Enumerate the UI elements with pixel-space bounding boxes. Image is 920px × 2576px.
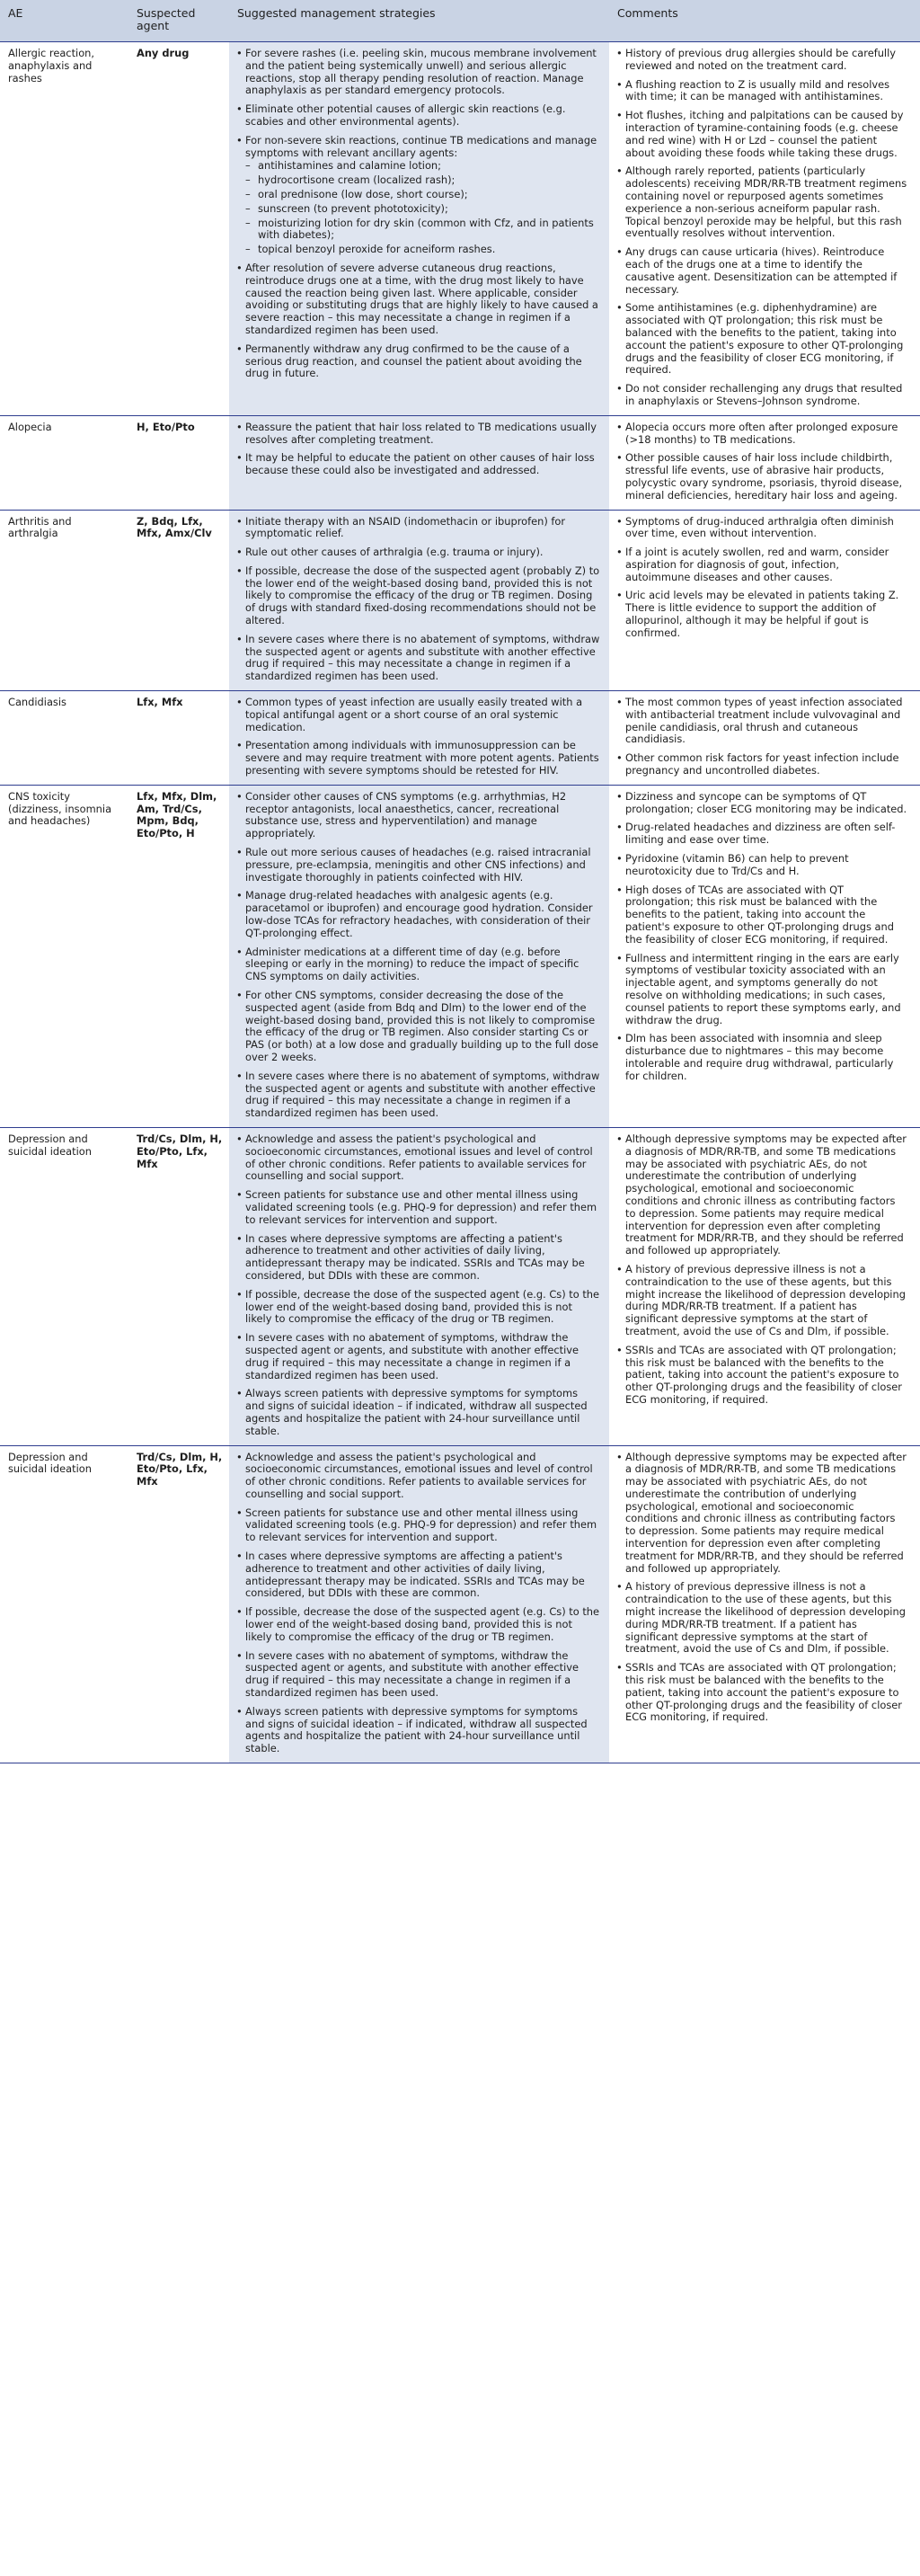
strategy-item: • Always screen patients with depressive symptoms for symptoms and signs of suicidal ideation – if indicated, withdraw all suspected agents and hospitalize the patient with 24-hour surveillance until stable. bbox=[234, 1388, 600, 1437]
comment-item: • SSRIs and TCAs are associated with QT prolongation; this risk must be balanced with the benefits to the patient, taking into account the patient's exposure to other QT-prolonging drugs and the feasibility of closer ECG monitoring, if required. bbox=[615, 1662, 907, 1724]
comment-item: • Dizziness and syncope can be symptoms of QT prolongation; closer ECG monitoring may be indicated. bbox=[615, 791, 907, 816]
strategy-item-text: For non-severe skin reactions, continue TB medications and manage symptoms with relevant ancillary agents: bbox=[245, 133, 597, 159]
strategy-item: • For other CNS symptoms, consider decreasing the dose of the suspected agent (aside from Bdq and Dlm) to the lower end of the weight-based dosing band, provided this is not likely to compromise the efficacy of the drug or TB regimen. Also consider starting Cs or PAS (or both) at a low dose and gradually building up to the full dose over 2 weeks. bbox=[234, 990, 600, 1064]
ancillary-item: – sunscreen (to prevent phototoxicity); bbox=[245, 203, 600, 216]
strategy-item: • If possible, decrease the dose of the suspected agent (e.g. Cs) to the lower end of the weight-based dosing band, provided this is not likely to compromise the efficacy of the drug or TB regimen. bbox=[234, 1606, 600, 1643]
comments-cell bbox=[609, 42, 920, 416]
comment-item: • History of previous drug allergies should be carefully reviewed and noted on the treatment card. bbox=[615, 48, 907, 73]
comments-cell bbox=[609, 510, 920, 691]
comment-item: • Drug-related headaches and dizziness are often self-limiting and ease over time. bbox=[615, 822, 907, 847]
comment-item: • Hot flushes, itching and palpitations can be caused by interaction of tyramine-containing foods (e.g. cheese and red wine) with H or Lzd – counsel the patient about avoiding these foods while taking these drugs. bbox=[615, 110, 907, 159]
ancillary-item: – oral prednisone (low dose, short course); bbox=[245, 189, 600, 201]
ancillary-agents-list bbox=[245, 160, 600, 256]
comment-item: • The most common types of yeast infection associated with antibacterial treatment include vulvovaginal and penile candidiasis, oral thrush and cutaneous candidiasis. bbox=[615, 697, 907, 746]
comment-item: • Pyridoxine (vitamin B6) can help to prevent neurotoxicity due to Trd/Cs and H. bbox=[615, 853, 907, 878]
comment-item: • Fullness and intermittent ringing in the ears are early symptoms of vestibular toxicity associated with an injectable agent, and symptoms generally do not resolve on withholding medications; in such cases, counsel patients to report these symptoms early, and withdraw the drug. bbox=[615, 953, 907, 1027]
comment-item: • Although depressive symptoms may be expected after a diagnosis of MDR/RR-TB, and some TB medications may be associated with psychiatric AEs, do not underestimate the contribution of underlying psychological, emotional and socioeconomic conditions and chronic illness as contributing factors to depression. Some patients may require medical intervention for depression even after completing treatment for MDR/RR-TB, and they should be referred and followed up appropriately. bbox=[615, 1452, 907, 1576]
agent-cell: H, Eto/Pto bbox=[137, 420, 195, 433]
comment-item: • SSRIs and TCAs are associated with QT prolongation; this risk must be balanced with the benefits to the patient, taking into account the patient's exposure to other QT-prolonging drugs and the feasibility of closer ECG monitoring, if required. bbox=[615, 1345, 907, 1407]
agent-cell: Trd/Cs, Dlm, H, Eto/Pto, Lfx, Mfx bbox=[137, 1450, 223, 1488]
comments-cell bbox=[609, 1127, 920, 1445]
comment-item: • Alopecia occurs more often after prolonged exposure (>18 months) to TB medications. bbox=[615, 422, 907, 447]
agent-cell: Lfx, Mfx bbox=[137, 696, 183, 709]
strategy-item bbox=[234, 135, 600, 256]
header-management-strategies: Suggested management strategies bbox=[229, 0, 609, 42]
table-row bbox=[0, 42, 920, 416]
strategy-item: • Eliminate other potential causes of allergic skin reactions (e.g. scabies and other environmental agents). bbox=[234, 103, 600, 129]
agent-cell: Trd/Cs, Dlm, H, Eto/Pto, Lfx, Mfx bbox=[137, 1132, 223, 1170]
strategy-item: • Reassure the patient that hair loss related to TB medications usually resolves after completing treatment. bbox=[234, 422, 600, 447]
strategy-item: • For severe rashes (i.e. peeling skin, mucous membrane involvement and the patient being systemically unwell) and serious allergic reactions, stop all therapy pending resolution of reaction. Manage anaphylaxis as per standard emergency protocols. bbox=[234, 48, 600, 97]
comment-item: • Other common risk factors for yeast infection include pregnancy and uncontrolled diabetes. bbox=[615, 752, 907, 777]
comment-item: • Although depressive symptoms may be expected after a diagnosis of MDR/RR-TB, and some TB medications may be associated with psychiatric AEs, do not underestimate the contribution of underlying psychological, emotional and socioeconomic conditions and chronic illness as contributing factors to depression. Some patients may require medical intervention for depression even after completing treatment for MDR/RR-TB, and they should be referred and followed up appropriately. bbox=[615, 1133, 907, 1257]
table-row bbox=[0, 510, 920, 691]
ancillary-item: – topical benzoyl peroxide for acneiform rashes. bbox=[245, 244, 600, 256]
table-row bbox=[0, 1127, 920, 1445]
comment-item: • Some antihistamines (e.g. diphenhydramine) are associated with QT prolongation; this risk must be balanced with the benefits to the patient, taking into account the patient's exposure to other QT-prolonging drugs and the feasibility of closer ECG monitoring, if required. bbox=[615, 302, 907, 377]
header-ae: AE bbox=[0, 0, 128, 42]
strategy-item: • Screen patients for substance use and other mental illness using validated screening tools (e.g. PHQ-9 for depression) and refer them to relevant services for intervention and support. bbox=[234, 1507, 600, 1544]
ancillary-item: – moisturizing lotion for dry skin (common with Cfz, and in patients with diabetes); bbox=[245, 218, 600, 243]
strategy-item: • In severe cases where there is no abatement of symptoms, withdraw the suspected agent or agents and substitute with another effective drug if required – this may necessitate a change in regimen if a standardized regimen has been used. bbox=[234, 634, 600, 683]
comment-item: • Uric acid levels may be elevated in patients taking Z. There is little evidence to support the addition of allopurinol, although it may be helpful if gout is confirmed. bbox=[615, 590, 907, 639]
agent-cell: Any drug bbox=[137, 47, 190, 59]
strategy-item: • Consider other causes of CNS symptoms (e.g. arrhythmias, H2 receptor antagonists, local anaesthetics, cancer, recreational substance use, stress and hyperventilation) and manage appropriately. bbox=[234, 791, 600, 840]
strategy-item: • Rule out more serious causes of headaches (e.g. raised intracranial pressure, pre-eclampsia, meningitis and other CNS infections) and investigate thoroughly in patients coinfected with HIV. bbox=[234, 847, 600, 884]
strategies-cell bbox=[229, 691, 609, 786]
table-header bbox=[0, 0, 920, 42]
strategy-item: • If possible, decrease the dose of the suspected agent (probably Z) to the lower end of the weight-based dosing band, provided this is not likely to compromise the efficacy of the drug or TB regimen. Dosing of drugs with standard fixed-dosing recommendations should not be altered. bbox=[234, 565, 600, 627]
strategy-item: • If possible, decrease the dose of the suspected agent (e.g. Cs) to the lower end of the weight-based dosing band, provided this is not likely to compromise the efficacy of the drug or TB regimen. bbox=[234, 1289, 600, 1326]
strategies-cell bbox=[229, 1127, 609, 1445]
strategies-cell bbox=[229, 785, 609, 1127]
strategy-item: • After resolution of severe adverse cutaneous drug reactions, reintroduce drugs one at a time, with the drug most likely to have caused the reaction being given last. Where applicable, consider avoiding or substituting drugs that are highly likely to have caused a severe reaction – this may necessitate a change in regimen if a standardized regimen has been used. bbox=[234, 262, 600, 337]
strategy-item: • Administer medications at a different time of day (e.g. before sleeping or early in the morning) to reduce the impact of specific CNS symptoms on daily activities. bbox=[234, 946, 600, 983]
ancillary-item: – antihistamines and calamine lotion; bbox=[245, 160, 600, 173]
comment-item: • Do not consider rechallenging any drugs that resulted in anaphylaxis or Stevens–Johnson syndrome. bbox=[615, 383, 907, 408]
strategy-item: • Presentation among individuals with immunosuppression can be severe and may require treatment with more potent agents. Patients presenting with severe symptoms should be retested for HIV. bbox=[234, 740, 600, 777]
comment-item: • Symptoms of drug-induced arthralgia often diminish over time, even without intervention. bbox=[615, 516, 907, 541]
table-row bbox=[0, 785, 920, 1127]
comment-item: • Although rarely reported, patients (particularly adolescents) receiving MDR/RR-TB treatment regimens containing novel or repurposed agents sometimes experience a non-serious acneiform papular rash. Topical benzoyl peroxide may be helpful, but this rash eventually resolves without intervention. bbox=[615, 165, 907, 240]
comments-cell bbox=[609, 415, 920, 510]
header-suspected-agent: Suspected agent bbox=[128, 0, 229, 42]
comment-item: • High doses of TCAs are associated with QT prolongation; this risk must be balanced with the benefits to the patient, taking into account the patient's exposure to other QT-prolonging drugs and the feasibility of closer ECG monitoring, if required. bbox=[615, 884, 907, 946]
comment-item: • Dlm has been associated with insomnia and sleep disturbance due to nightmares – this may become intolerable and require drug withdrawal, particularly for children. bbox=[615, 1033, 907, 1082]
table-row bbox=[0, 691, 920, 786]
table-row bbox=[0, 1445, 920, 1763]
comment-item: • A flushing reaction to Z is usually mild and resolves with time; it can be managed with antihistamines. bbox=[615, 79, 907, 104]
agent-cell: Z, Bdq, Lfx, Mfx, Amx/Clv bbox=[137, 514, 212, 540]
comments-cell bbox=[609, 785, 920, 1127]
strategy-item: • In cases where depressive symptoms are affecting a patient's adherence to treatment and other activities of daily living, antidepressant therapy may be indicated. SSRIs and TCAs may be considered, but DDIs with these are common. bbox=[234, 1233, 600, 1283]
table-body bbox=[0, 42, 920, 1763]
ae-cell: CNS toxicity (dizziness, insomnia and headaches) bbox=[8, 789, 112, 828]
comment-item: • If a joint is acutely swollen, red and warm, consider aspiration for diagnosis of gout, infection, autoimmune diseases and other causes. bbox=[615, 546, 907, 583]
ae-cell: Depression and suicidal ideation bbox=[8, 1132, 92, 1158]
strategy-item: • Acknowledge and assess the patient's psychological and socioeconomic circumstances, emotional issues and level of control of other chronic conditions. Refer patients to available services for counselling and social support. bbox=[234, 1133, 600, 1183]
comments-cell bbox=[609, 691, 920, 786]
strategies-cell bbox=[229, 1445, 609, 1763]
ae-cell: Arthritis and arthralgia bbox=[8, 514, 72, 540]
ae-cell: Allergic reaction, anaphylaxis and rashes bbox=[8, 47, 95, 84]
strategy-item: • In severe cases with no abatement of symptoms, withdraw the suspected agent or agents, and substitute with another effective drug if required – this may necessitate a change in regimen if a standardized regimen has been used. bbox=[234, 1332, 600, 1381]
ae-cell: Alopecia bbox=[8, 420, 52, 433]
table-row bbox=[0, 415, 920, 510]
ae-cell: Depression and suicidal ideation bbox=[8, 1450, 92, 1476]
strategy-item: • In cases where depressive symptoms are affecting a patient's adherence to treatment and other activities of daily living, antidepressant therapy may be indicated. SSRIs and TCAs may be considered, but DDIs with these are common. bbox=[234, 1550, 600, 1600]
ae-cell: Candidiasis bbox=[8, 696, 66, 709]
strategies-cell bbox=[229, 42, 609, 416]
strategy-item: • Screen patients for substance use and other mental illness using validated screening tools (e.g. PHQ-9 for depression) and refer them to relevant services for intervention and support. bbox=[234, 1189, 600, 1226]
strategy-item: • Acknowledge and assess the patient's psychological and socioeconomic circumstances, emotional issues and level of control of other chronic conditions. Refer patients to available services for counselling and social support. bbox=[234, 1452, 600, 1501]
agent-cell: Lfx, Mfx, Dlm, Am, Trd/Cs, Mpm, Bdq, Eto/Pto, H bbox=[137, 789, 217, 840]
strategy-item: • In severe cases with no abatement of symptoms, withdraw the suspected agent or agents, and substitute with another effective drug if required – this may necessitate a change in regimen if a standardized regimen has been used. bbox=[234, 1650, 600, 1700]
comments-cell bbox=[609, 1445, 920, 1763]
comment-item: • Other possible causes of hair loss include childbirth, stressful life events, use of abrasive hair products, polycystic ovary syndrome, psoriasis, thyroid disease, mineral deficiencies, hereditary hair loss and ageing. bbox=[615, 452, 907, 502]
header-comments: Comments bbox=[609, 0, 920, 42]
strategy-item: • It may be helpful to educate the patient on other causes of hair loss because these could also be investigated and addressed. bbox=[234, 452, 600, 477]
strategies-cell bbox=[229, 510, 609, 691]
ancillary-item: – hydrocortisone cream (localized rash); bbox=[245, 174, 600, 187]
strategy-item: • Rule out other causes of arthralgia (e.g. trauma or injury). bbox=[234, 546, 600, 559]
comment-item: • A history of previous depressive illness is not a contraindication to the use of these agents, but this might increase the likelihood of depression developing during MDR/RR-TB treatment. If a patient has significant depressive symptoms at the start of treatment, avoid the use of Cs and Dlm, if possible. bbox=[615, 1581, 907, 1656]
strategy-item: • In severe cases where there is no abatement of symptoms, withdraw the suspected agent or agents and substitute with another effective drug if required – this may necessitate a change in regimen if a standardized regimen has been used. bbox=[234, 1070, 600, 1120]
strategy-item: • Always screen patients with depressive symptoms for symptoms and signs of suicidal ideation – if indicated, withdraw all suspected agents and hospitalize the patient with 24-hour surveillance until stable. bbox=[234, 1706, 600, 1755]
comment-item: • Any drugs can cause urticaria (hives). Reintroduce each of the drugs one at a time to identify the causative agent. Desensitization can be attempted if necessary. bbox=[615, 246, 907, 296]
strategy-item: • Permanently withdraw any drug confirmed to be the cause of a serious drug reaction, and counsel the patient about avoiding the drug in future. bbox=[234, 343, 600, 380]
strategies-cell bbox=[229, 415, 609, 510]
comment-item: • A history of previous depressive illness is not a contraindication to the use of these agents, but this might increase the likelihood of depression developing during MDR/RR-TB treatment. If a patient has significant depressive symptoms at the start of treatment, avoid the use of Cs and Dlm, if possible. bbox=[615, 1264, 907, 1338]
strategy-item: • Manage drug-related headaches with analgesic agents (e.g. paracetamol or ibuprofen) and encourage good hydration. Consider low-dose TCAs for refractory headaches, with consideration of their QT-prolonging effect. bbox=[234, 890, 600, 939]
strategy-item: • Common types of yeast infection are usually easily treated with a topical antifungal agent or a short course of an oral systemic medication. bbox=[234, 697, 600, 733]
strategy-item: • Initiate therapy with an NSAID (indomethacin or ibuprofen) for symptomatic relief. bbox=[234, 516, 600, 541]
